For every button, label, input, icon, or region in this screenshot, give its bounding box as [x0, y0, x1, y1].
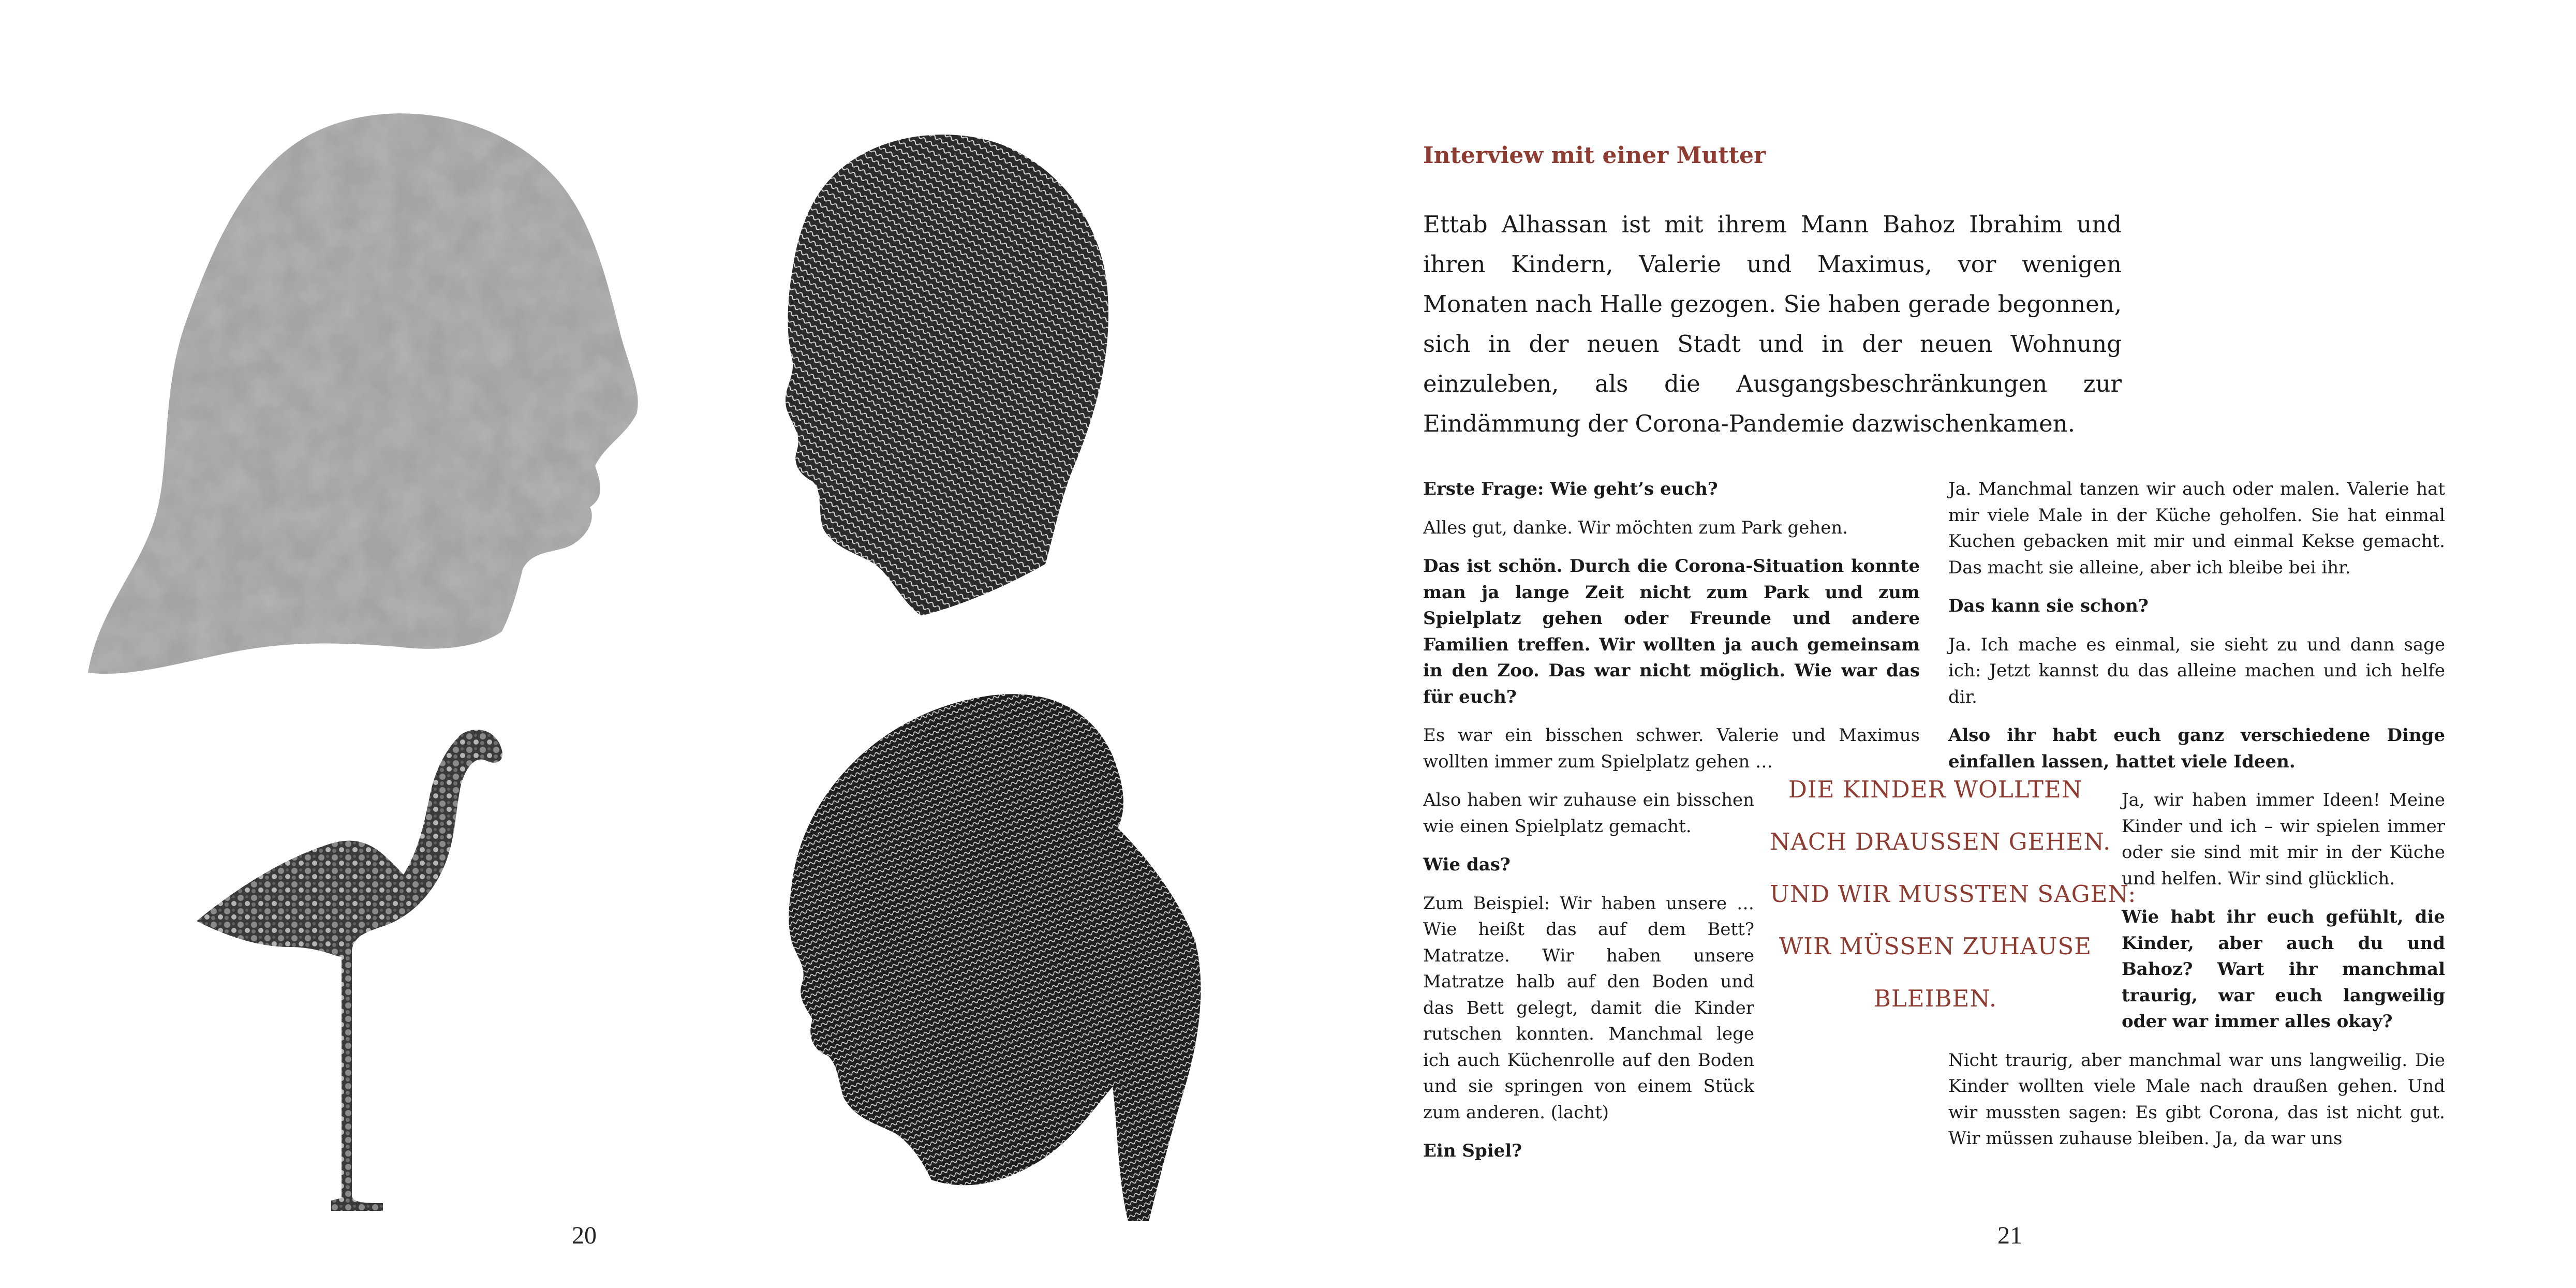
woman-profile-silhouette	[78, 103, 657, 688]
flamingo-silhouette	[197, 719, 533, 1221]
question: Wie habt ihr euch gefühlt, die Kinder, aber auch du und Bahoz? Wart ihr manchmal traurig, war euch langweilig oder war immer alles okay?	[2122, 907, 2445, 1032]
question: Also ihr habt euch ganz verschiedene Dinge einfallen lassen, hattet viele Ideen.	[1948, 725, 2445, 772]
page-number-right: 21	[1997, 1222, 2022, 1249]
pull-quote-line: NACH DRAUSSEN GEHEN.	[1770, 828, 2111, 855]
answer: Zum Beispiel: Wir haben unsere … Wie heißt das auf dem Bett? Matratze. Wir haben unsere Matratze halb auf den Boden und das Bett gelegt, damit die Kinder rutschen konnten. Manchmal lege ich auch Küchenrolle auf den Boden und sie springen von einem Stück zum anderen. (lacht)	[1423, 893, 1754, 1123]
page-number-left: 20	[572, 1222, 597, 1249]
lead-paragraph: Ettab Alhassan ist mit ihrem Mann Bahoz Ibrahim und ihren Kindern, Valerie und Maximus, vor wenigen Monaten nach Halle gezogen. Sie haben gerade begonnen, sich in der neuen Stadt und in der neuen Wohnung einzuleben, als die Ausgangsbeschränkungen zur Eindämmung der Corona-Pandemie dazwischenkamen.	[1423, 211, 2122, 437]
answer: Nicht traurig, aber manchmal war uns langweilig. Die Kinder wollten viele Male nach draußen gehen. Und wir mussten sagen: Es gibt Corona, das ist nicht gut. Wir müssen zuhause bleiben. Ja, da war uns	[1948, 1049, 2445, 1149]
child-head-silhouette	[766, 119, 1128, 631]
answer: Es war ein bisschen schwer. Valerie und Maximus wollten immer zum Spielplatz gehen …	[1423, 725, 1920, 772]
article-title: Interview mit einer Mutter	[1423, 142, 1766, 169]
question: Ein Spiel?	[1423, 1141, 1522, 1161]
answer: Also haben wir zuhause ein bisschen wie einen Spielplatz gemacht.	[1423, 790, 1754, 837]
pull-quote-line: DIE KINDER WOLLTEN	[1788, 776, 2083, 803]
question: Erste Frage: Wie geht’s euch?	[1423, 479, 1718, 499]
question: Wie das?	[1423, 854, 1511, 875]
pull-quote	[1770, 763, 2137, 1025]
girl-head-ponytail-silhouette	[756, 662, 1211, 1232]
answer: Alles gut, danke. Wir möchten zum Park gehen.	[1423, 517, 1848, 538]
pull-quote-line: BLEIBEN.	[1873, 985, 1997, 1012]
answer: Ja. Manchmal tanzen wir auch oder malen. Valerie hat mir viele Male in der Küche geholfen. Sie hat einmal Kuchen gebacken mit mir und einmal Kekse gemacht. Das macht sie alleine, aber ich bleibe bei ihr.	[1948, 479, 2445, 578]
answer: Ja, wir haben immer Ideen! Meine Kinder und ich – wir spielen immer oder sie sind mit mir in der Küche und helfen. Wir sind glücklich.	[2122, 790, 2445, 889]
pull-quote-line: UND WIR MUSSTEN SAGEN:	[1770, 880, 2137, 908]
answer: Ja. Ich mache es einmal, sie sieht zu und dann sage ich: Jetzt kannst du das alleine machen und ich helfe dir.	[1948, 634, 2445, 707]
pull-quote-line: WIR MÜSSEN ZUHAUSE	[1779, 932, 2092, 960]
question: Das kann sie schon?	[1948, 596, 2149, 616]
question: Das ist schön. Durch die Corona-Situation konnte man ja lange Zeit nicht zum Park und zum Spielplatz gehen oder Freunde und andere Familien treffen. Wir wollten ja auch gemeinsam in den Zoo. Das war nicht möglich. Wie war das für euch?	[1423, 556, 1920, 707]
